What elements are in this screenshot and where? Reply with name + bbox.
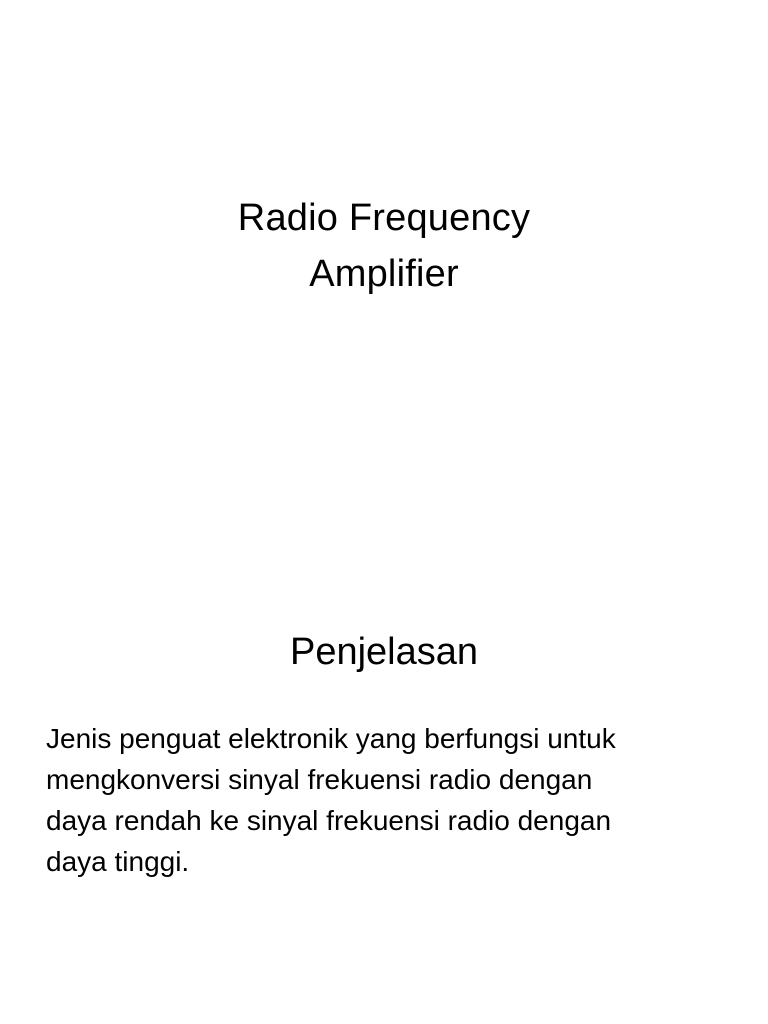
body-line-3: daya rendah ke sinyal frekuensi radio dengan (46, 805, 612, 836)
title-line-1: Radio Frequency (237, 197, 531, 239)
section-heading: Penjelasan (289, 631, 479, 673)
title-block (0, 190, 768, 302)
title-line-2: Amplifier (309, 253, 459, 295)
body-line-4: daya tinggi. (46, 846, 190, 877)
body-line-2: mengkonversi sinyal frekuensi radio dengan (46, 764, 593, 795)
body-line-1: Jenis penguat elektronik yang berfungsi untuk (46, 723, 616, 754)
section-body (46, 718, 706, 882)
